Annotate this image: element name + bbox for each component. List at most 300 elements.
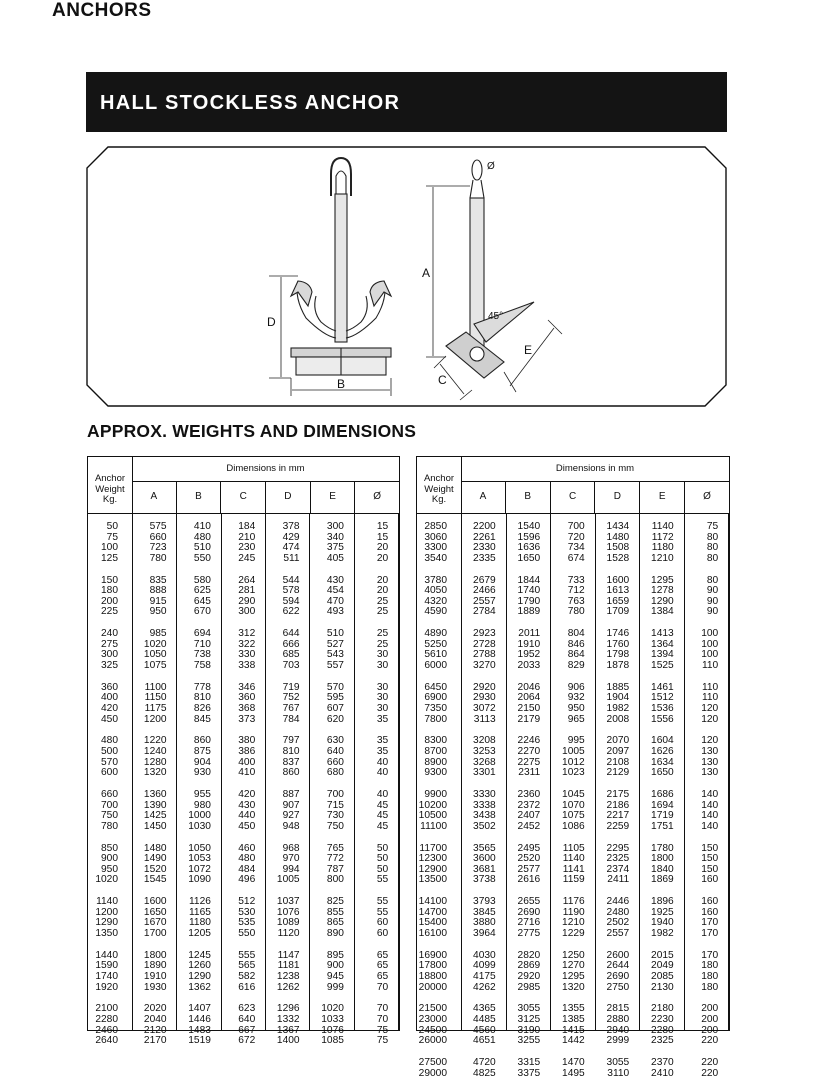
weight-cell: 1140 (96, 896, 118, 908)
e-cell: 1536 (651, 703, 674, 714)
d-cell: 378 (282, 521, 300, 532)
column-headers (461, 481, 729, 513)
c-cell: 965 (567, 713, 585, 725)
table-row (88, 853, 399, 864)
weight-cell: 4890 (424, 628, 447, 640)
b-cell: 2246 (517, 735, 541, 747)
weight-header-line2: Weight (424, 483, 454, 495)
table-row (88, 810, 399, 821)
table-row (88, 928, 399, 939)
a-cell: 1075 (143, 660, 167, 671)
e-cell: 1896 (651, 896, 674, 908)
table-row (417, 950, 729, 961)
b-cell: 3125 (517, 1014, 541, 1025)
c-cell: 450 (238, 820, 256, 832)
e-cell: 895 (326, 949, 344, 961)
weight-cell: 3300 (424, 542, 447, 554)
weight-cell: 3060 (424, 531, 447, 543)
a-cell: 2170 (143, 1035, 167, 1047)
b-cell: 1245 (188, 949, 211, 961)
c-cell: 386 (238, 746, 256, 757)
c-cell: 1270 (562, 960, 585, 972)
e-cell: 945 (326, 971, 344, 982)
weight-cell: 1920 (95, 981, 118, 993)
d-cell: 474 (282, 542, 300, 554)
column-rule (595, 513, 596, 1030)
phi-cell: 45 (376, 799, 389, 811)
phi-cell: 100 (701, 628, 719, 640)
phi-cell: 200 (701, 1003, 719, 1015)
a-cell: 2020 (143, 1003, 167, 1015)
d-cell: 666 (282, 638, 300, 650)
d-cell: 1147 (277, 949, 300, 961)
phi-cell: 70 (376, 981, 389, 993)
page-section-title: ANCHORS (52, 0, 152, 21)
a-cell: 3600 (473, 853, 496, 865)
b-cell: 2820 (517, 949, 541, 961)
column-rule (309, 513, 310, 1030)
c-cell: 290 (238, 595, 256, 607)
d-cell: 2644 (606, 960, 630, 972)
d-cell: 622 (282, 606, 300, 618)
c-cell: 1250 (562, 949, 585, 961)
table-heading: APPROX. WEIGHTS AND DIMENSIONS (87, 421, 417, 441)
phi-cell: 20 (376, 585, 389, 597)
b-cell: 860 (193, 735, 211, 747)
table-row (88, 896, 399, 907)
phi-cell: 160 (701, 906, 719, 918)
phi-cell: 50 (376, 863, 389, 875)
b-cell: 2372 (517, 799, 541, 811)
phi-cell: 40 (376, 767, 389, 779)
d-cell: 1480 (606, 531, 630, 543)
phi-cell: 200 (701, 1024, 719, 1036)
phi-cell: 180 (701, 971, 719, 982)
e-cell: 800 (326, 874, 344, 886)
table-row (417, 960, 729, 971)
c-cell: 373 (238, 713, 256, 725)
a-cell: 4030 (473, 949, 496, 961)
table-row (417, 639, 729, 650)
b-cell: 710 (193, 638, 211, 650)
weight-cell: 12300 (418, 853, 447, 865)
e-cell: 715 (326, 799, 344, 811)
column-header-d: D (265, 481, 310, 513)
b-cell: 845 (193, 713, 211, 725)
e-cell: 1085 (321, 1035, 344, 1047)
a-cell: 1320 (143, 767, 167, 779)
d-cell: 1904 (606, 692, 630, 704)
table-row (88, 982, 399, 993)
table-row (417, 682, 729, 693)
a-cell: 3301 (473, 767, 496, 779)
weight-header-line2: Weight (95, 483, 125, 495)
weight-cell: 600 (101, 767, 118, 779)
e-cell: 2410 (651, 1067, 674, 1079)
c-cell: 700 (567, 521, 585, 532)
a-cell: 2261 (473, 531, 496, 543)
phi-cell: 55 (376, 906, 389, 918)
c-cell: 1105 (562, 842, 585, 854)
d-cell: 1367 (276, 1024, 300, 1036)
d-cell: 2480 (606, 906, 630, 918)
phi-cell: 150 (701, 863, 719, 875)
a-cell: 4175 (473, 971, 496, 982)
a-cell: 4560 (473, 1024, 496, 1036)
weight-cell: 75 (106, 531, 118, 543)
b-cell: 2690 (517, 906, 541, 918)
phi-cell: 75 (706, 521, 719, 532)
b-cell: 1636 (517, 542, 541, 554)
weight-cell: 9900 (424, 789, 447, 800)
c-cell: 530 (238, 906, 256, 918)
phi-cell: 150 (701, 842, 719, 854)
c-cell: 1229 (562, 928, 585, 939)
e-cell: 787 (326, 863, 344, 875)
b-cell: 2011 (518, 628, 541, 640)
weight-cell: 4050 (424, 585, 447, 597)
a-cell: 2784 (473, 606, 496, 618)
weight-cell: 240 (101, 628, 118, 640)
d-cell: 1005 (276, 874, 300, 886)
a-cell: 915 (149, 595, 167, 607)
d-cell: 2108 (606, 756, 630, 768)
weight-cell: 500 (101, 746, 118, 757)
weight-column-header (88, 457, 133, 513)
table-row (417, 1035, 729, 1046)
b-cell: 1446 (188, 1014, 211, 1025)
phi-cell: 75 (376, 1024, 389, 1036)
c-cell: 512 (238, 896, 256, 908)
weight-cell: 16100 (418, 928, 447, 939)
e-cell: 1172 (651, 531, 674, 543)
c-cell: 667 (238, 1024, 256, 1036)
phi-cell: 120 (701, 735, 719, 747)
b-cell: 1790 (517, 595, 541, 607)
weight-cell: 6000 (424, 660, 447, 671)
phi-cell: 40 (376, 756, 389, 768)
phi-cell: 100 (701, 649, 719, 661)
a-cell: 888 (149, 585, 167, 597)
c-cell: 420 (238, 789, 256, 800)
phi-cell: 110 (701, 681, 719, 693)
e-cell: 1694 (651, 799, 674, 811)
c-cell: 616 (238, 981, 256, 993)
phi-cell: 90 (706, 606, 719, 618)
a-cell: 2920 (473, 681, 496, 693)
a-cell: 1425 (143, 810, 167, 822)
e-cell: 900 (326, 960, 344, 972)
table-row (88, 692, 399, 703)
phi-cell: 50 (376, 853, 389, 865)
table-row (417, 982, 729, 993)
a-cell: 1020 (143, 638, 167, 650)
b-cell: 2920 (517, 971, 541, 982)
c-cell: 322 (238, 638, 256, 650)
dimensions-header: Dimensions in mm (132, 457, 399, 482)
c-cell: 380 (238, 735, 256, 747)
c-cell: 1070 (562, 799, 585, 811)
c-cell: 1295 (562, 971, 585, 982)
phi-cell: 140 (701, 799, 719, 811)
table-row (88, 521, 399, 532)
b-cell: 1889 (517, 606, 541, 618)
weight-cell: 300 (101, 649, 118, 661)
table-row (417, 1014, 729, 1025)
e-cell: 1512 (651, 692, 674, 704)
d-cell: 752 (282, 692, 300, 704)
table-row (88, 950, 399, 961)
b-cell: 930 (193, 767, 211, 779)
phi-cell: 20 (376, 542, 389, 554)
b-cell: 1407 (188, 1003, 211, 1015)
e-cell: 1180 (651, 542, 674, 554)
e-cell: 855 (326, 906, 344, 918)
phi-cell: 220 (701, 1035, 719, 1047)
d-cell: 887 (282, 789, 300, 800)
table-row (417, 853, 729, 864)
column-header-e: E (310, 481, 355, 513)
b-cell: 2046 (517, 681, 541, 693)
weight-cell: 50 (106, 521, 118, 532)
phi-cell: 60 (376, 928, 389, 939)
a-cell: 780 (149, 552, 167, 564)
b-cell: 1910 (517, 638, 541, 650)
e-cell: 730 (326, 810, 344, 822)
c-cell: 1210 (562, 917, 585, 929)
weight-cell: 275 (101, 638, 118, 650)
c-cell: 330 (238, 649, 256, 661)
table-row (88, 628, 399, 639)
phi-cell: 220 (701, 1067, 719, 1079)
phi-cell: 220 (701, 1057, 719, 1068)
d-cell: 767 (282, 703, 300, 714)
c-cell: 733 (567, 574, 585, 586)
e-cell: 543 (326, 649, 344, 661)
b-cell: 3375 (517, 1067, 541, 1079)
c-cell: 1140 (562, 853, 585, 865)
weight-cell: 2460 (95, 1024, 118, 1036)
e-cell: 595 (326, 692, 344, 704)
c-cell: 338 (238, 660, 256, 671)
a-cell: 2557 (473, 595, 496, 607)
e-cell: 660 (326, 756, 344, 768)
a-cell: 985 (149, 628, 167, 640)
phi-cell: 90 (706, 585, 719, 597)
a-cell: 1360 (143, 789, 167, 800)
c-cell: 346 (238, 681, 256, 693)
weight-cell: 1590 (95, 960, 118, 972)
a-cell: 1450 (143, 820, 167, 832)
weight-cell: 2280 (95, 1014, 118, 1025)
a-cell: 3338 (473, 799, 496, 811)
a-cell: 1490 (143, 853, 167, 865)
weight-cell: 660 (101, 789, 118, 800)
a-cell: 3880 (473, 917, 496, 929)
d-cell: 1878 (606, 660, 630, 671)
d-cell: 685 (282, 649, 300, 661)
e-cell: 630 (326, 735, 344, 747)
table-row (88, 960, 399, 971)
b-cell: 3315 (517, 1057, 541, 1068)
phi-cell: 110 (701, 692, 719, 704)
c-cell: 640 (238, 1014, 256, 1025)
column-rule (354, 513, 355, 1030)
b-cell: 1072 (188, 863, 211, 875)
a-cell: 950 (149, 606, 167, 618)
c-cell: 829 (567, 660, 585, 671)
c-cell: 995 (567, 735, 585, 747)
table-row (417, 542, 729, 553)
weight-cell: 2850 (424, 521, 447, 532)
weight-cell: 2640 (95, 1035, 118, 1047)
weight-cell: 1740 (95, 971, 118, 982)
table-row (417, 810, 729, 821)
weight-header-line3: Kg. (431, 494, 447, 505)
weight-cell: 27500 (418, 1057, 447, 1068)
phi-cell: 15 (376, 531, 389, 543)
e-cell: 890 (326, 928, 344, 939)
b-cell: 1290 (188, 971, 211, 982)
d-cell: 2750 (606, 981, 630, 993)
a-cell: 3681 (473, 863, 496, 875)
c-cell: 484 (238, 863, 256, 875)
weight-cell: 225 (101, 606, 118, 618)
b-cell: 1952 (517, 649, 541, 661)
e-cell: 1751 (651, 820, 674, 832)
table-row (417, 585, 729, 596)
a-cell: 1930 (143, 981, 167, 993)
c-cell: 1415 (562, 1024, 585, 1036)
phi-cell: 80 (706, 531, 719, 543)
d-cell: 1982 (606, 703, 630, 714)
weight-cell: 420 (101, 703, 118, 714)
table-row (417, 843, 729, 854)
c-cell: 210 (238, 531, 256, 543)
c-cell: 1355 (562, 1003, 585, 1015)
d-cell: 2186 (606, 799, 630, 811)
d-cell: 1508 (606, 542, 630, 554)
table-row (417, 800, 729, 811)
phi-cell: 130 (701, 767, 719, 779)
c-cell: 535 (238, 917, 256, 929)
e-cell: 2180 (651, 1003, 674, 1015)
b-cell: 1596 (517, 531, 541, 543)
b-cell: 778 (193, 681, 211, 693)
dimensions-table-right (416, 456, 730, 1079)
weight-cell: 1350 (95, 928, 118, 939)
e-cell: 640 (326, 746, 344, 757)
d-cell: 511 (283, 552, 300, 564)
d-cell: 2411 (607, 874, 630, 886)
weight-cell: 18800 (418, 971, 447, 982)
phi-cell: 25 (376, 595, 389, 607)
a-cell: 3793 (473, 896, 496, 908)
d-cell: 1885 (606, 681, 630, 693)
c-cell: 1086 (562, 820, 585, 832)
a-cell: 4365 (473, 1003, 496, 1015)
e-cell: 1020 (321, 1003, 344, 1015)
d-cell: 2557 (606, 928, 630, 939)
e-cell: 2230 (651, 1014, 674, 1025)
c-cell: 763 (567, 595, 585, 607)
c-cell: 230 (238, 542, 256, 554)
drawing-frame-border (87, 147, 726, 406)
c-cell: 780 (567, 606, 585, 618)
weight-cell: 1440 (95, 949, 118, 961)
c-cell: 582 (238, 971, 256, 982)
d-cell: 2175 (606, 789, 630, 800)
c-cell: 555 (238, 949, 256, 961)
c-cell: 1075 (562, 810, 585, 822)
a-cell: 1890 (143, 960, 167, 972)
a-cell: 4262 (473, 981, 496, 993)
d-cell: 3055 (606, 1057, 630, 1068)
phi-cell: 25 (376, 638, 389, 650)
weight-cell: 150 (101, 574, 118, 586)
weight-cell: 180 (101, 585, 118, 597)
column-rule (461, 513, 462, 1030)
phi-cell: 70 (376, 1014, 389, 1025)
phi-cell: 55 (376, 874, 389, 886)
c-cell: 674 (567, 552, 585, 564)
b-cell: 1205 (188, 928, 211, 939)
b-cell: 510 (193, 542, 211, 554)
e-cell: 454 (326, 585, 344, 597)
b-cell: 980 (193, 799, 211, 811)
d-cell: 2008 (606, 713, 630, 725)
column-header-c: C (220, 481, 265, 513)
weight-cell: 1290 (95, 917, 118, 929)
column-header-phi: Ø (354, 481, 399, 513)
e-cell: 1364 (651, 638, 674, 650)
e-cell: 1556 (651, 713, 674, 725)
b-cell: 1165 (189, 906, 211, 918)
c-cell: 1012 (562, 756, 585, 768)
e-cell: 1650 (651, 767, 674, 779)
a-cell: 1200 (143, 713, 167, 725)
e-cell: 430 (326, 574, 344, 586)
title-banner (86, 72, 727, 132)
weight-cell: 200 (101, 595, 118, 607)
d-cell: 1089 (276, 917, 300, 929)
column-rule (506, 513, 507, 1030)
weight-cell: 750 (101, 810, 118, 822)
a-cell: 1280 (143, 756, 167, 768)
b-cell: 2616 (517, 874, 541, 886)
weight-cell: 780 (101, 820, 118, 832)
b-cell: 1650 (517, 552, 541, 564)
b-cell: 2577 (517, 863, 541, 875)
c-cell: 804 (567, 628, 585, 640)
column-headers (132, 481, 399, 513)
table-row (88, 660, 399, 671)
c-cell: 1190 (562, 906, 585, 918)
c-cell: 264 (238, 574, 256, 586)
phi-cell: 140 (701, 810, 719, 822)
weight-cell: 26000 (418, 1035, 447, 1047)
phi-cell: 30 (376, 681, 389, 693)
weight-header-line1: Anchor (94, 473, 126, 484)
e-cell: 2370 (651, 1057, 674, 1068)
b-cell: 1362 (188, 981, 211, 993)
weight-cell: 2100 (95, 1003, 118, 1015)
a-cell: 1910 (143, 971, 167, 982)
weight-cell: 400 (101, 692, 118, 704)
table-row (88, 907, 399, 918)
e-cell: 1210 (651, 552, 674, 564)
phi-cell: 130 (701, 756, 719, 768)
